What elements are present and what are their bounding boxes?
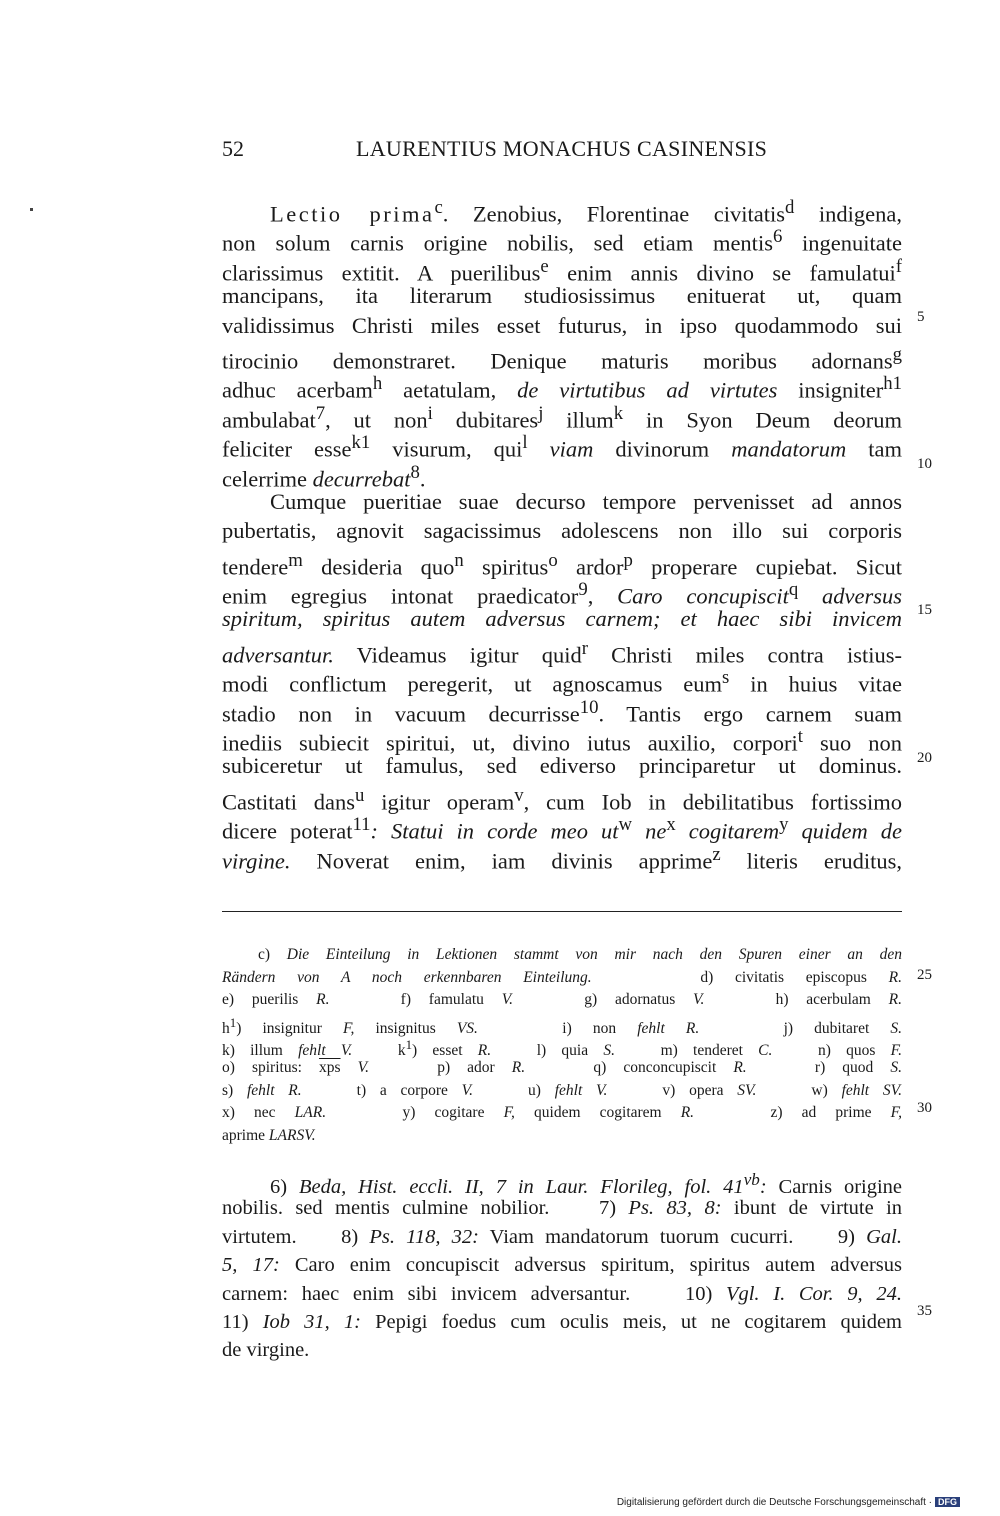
main-line: stadio non in vacuum decurrisse$^{10}$. Tantis ergo carnem suam	[222, 696, 902, 727]
apparatus-line: x) nec LAR. y) cogitare F, quidem cogitarem R. z) ad prime F,	[222, 1104, 903, 1122]
main-line: subiceretur ut famulus, sed ediverso principaretur ut dominus.	[222, 753, 902, 779]
main-line: virgine. Noverat enim, iam divinis apprime$^z$ literis eruditus,	[222, 843, 903, 874]
apparatus-line: $h^1$) insignitur F, insignitus VS. i) non fehlt R. j) dubitaret S.	[222, 1014, 902, 1037]
main-text	[222, 193, 903, 874]
page-number: 52	[222, 136, 244, 161]
main-line: feliciter esse$^{k1}$ visurum, qui$^l$ viam divinorum mandatorum tam	[222, 432, 903, 462]
main-line: adhuc acerbam$^h$ aetatulam, de virtutibus ad virtutes insigniter$^{h1}$	[222, 373, 902, 403]
main-line: Lectio prima$^c$. Zenobius, Florentinae civitatis$^d$ indigena,	[270, 197, 902, 227]
main-line: validissimus Christi miles esset futurus, in ipso quodammodo sui	[222, 312, 902, 338]
running-title: LAURENTIUS MONACHUS CASINENSIS	[356, 136, 768, 161]
scan-speck	[30, 208, 33, 211]
source-line: virtutem. 8) Ps. 118, 32: Viam mandatorum tuorum cucurri. 9) Gal.	[222, 1225, 902, 1248]
main-line: tendere$^m$ desideria quo$^n$ spiritus$^o$ ardor$^p$ properare cupiebat. Sicut	[222, 549, 903, 580]
source-line: carnem: haec enim sibi invicem adversantur. 10) Vgl. I. Cor. 9, 24.	[222, 1282, 902, 1305]
line-number: 10	[917, 456, 932, 472]
main-line: celerrime decurrebat$^8$.	[222, 461, 426, 492]
line-number: 20	[917, 750, 932, 766]
line-number: 15	[917, 602, 932, 618]
apparatus-line: s) fehlt R. t) a corpore V. u) fehlt V. v) opera SV. w) fehlt SV.	[222, 1081, 902, 1099]
source-line: nobilis. sed mentis culmine nobilior. 7) Ps. 83, 8: ibunt de virtute in	[222, 1197, 903, 1220]
main-line: tirocinio demonstraret. Denique maturis moribus adornans$^g$	[222, 343, 902, 374]
line-number: 35	[917, 1303, 932, 1319]
critical-apparatus	[222, 944, 902, 1147]
digitization-credit	[617, 1497, 960, 1508]
apparatus-line: k) illum fehlt V. $k^1$) esset R. l) quia S. m) tenderet C. n) quos F.	[222, 1037, 902, 1060]
credit-text: Digitalisierung gefördert durch die Deutsche Forschungsgemeinschaft ·	[616, 1497, 932, 1508]
main-line: dicere poterat$^{11}$: Statui in corde meo $ut^w$ $ne^x$ cogitarem$^y$ quidem de	[222, 814, 903, 844]
source-line: 11) Iob 31, 1: Pepigi foedus cum oculis meis, ut ne cogitarem quidem	[222, 1310, 902, 1333]
main-line: ambulabat$^7$, ut non$^i$ dubitares$^j$ illum$^k$ in Syon Deum deorum	[222, 402, 902, 433]
main-line: inediis subiecit spiritui, ut, divino iutus auxilio, corpori$^t$ suo non	[222, 726, 902, 756]
line-number: 30	[917, 1100, 932, 1116]
main-line: Castitati dans$^u$ igitur operam$^v$, cum Iob in debilitatibus fortissimo	[222, 784, 902, 815]
main-line: Cumque pueritiae suae decurso tempore pervenisset ad annos	[270, 488, 902, 514]
main-line: pubertatis, agnovit sagacissimus adolescens non illo sui corporis	[222, 518, 902, 544]
main-line: mancipans, ita literarum studiosissimus enituerat ut, quam	[222, 283, 902, 309]
source-line: 6) Beda, Hist. eccli. II, 7 in Laur. Florileg, fol. $41^{vb}$: Carnis origine	[270, 1170, 903, 1198]
main-line: adversantur. Videamus igitur quid$^r$ Christi miles contra istius-	[222, 637, 902, 668]
line-number: 5	[917, 309, 925, 325]
main-line: enim egregius intonat praedicator$^9$, Caro concupiscit$^q$ adversus	[222, 579, 903, 609]
source-line: de virgine.	[222, 1339, 310, 1362]
main-line: clarissimus extitit. A puerilibus$^e$ enim annis divino se famulatui$^f$	[222, 255, 902, 286]
apparatus-line: Rändern von A noch erkennbaren Einteilung. d) civitatis episcopus R.	[222, 968, 902, 986]
apparatus-line: o) spiritus: $\overline{xps}$ V. p) ador R. q) conconcupiscit R. r) quod S.	[222, 1058, 902, 1076]
line-number: 25	[917, 967, 932, 983]
main-line: spiritum, spiritus autem adversus carnem; et haec sibi invicem	[222, 606, 902, 632]
main-line: modi conflictum peregerit, ut agnoscamus eum$^s$ in huius vitae	[222, 667, 902, 697]
apparatus-line: e) puerilis R. f) famulatu V. g) adornatus V. h) acerbulam R.	[222, 991, 902, 1009]
source-notes	[222, 1166, 902, 1365]
source-line: 5, 17: Caro enim concupiscit adversus spiritum, spiritus autem adversus	[222, 1254, 902, 1277]
apparatus-line: aprime LARSV.	[222, 1126, 316, 1144]
main-line: non solum carnis origine nobilis, sed etiam mentis$^6$ ingenuitate	[222, 226, 902, 256]
apparatus-line: c) Die Einteilung in Lektionen stammt von mir nach den Spuren einer an den	[258, 946, 902, 963]
dfg-logo: DFG	[935, 1497, 960, 1507]
footnote-divider	[222, 911, 902, 912]
